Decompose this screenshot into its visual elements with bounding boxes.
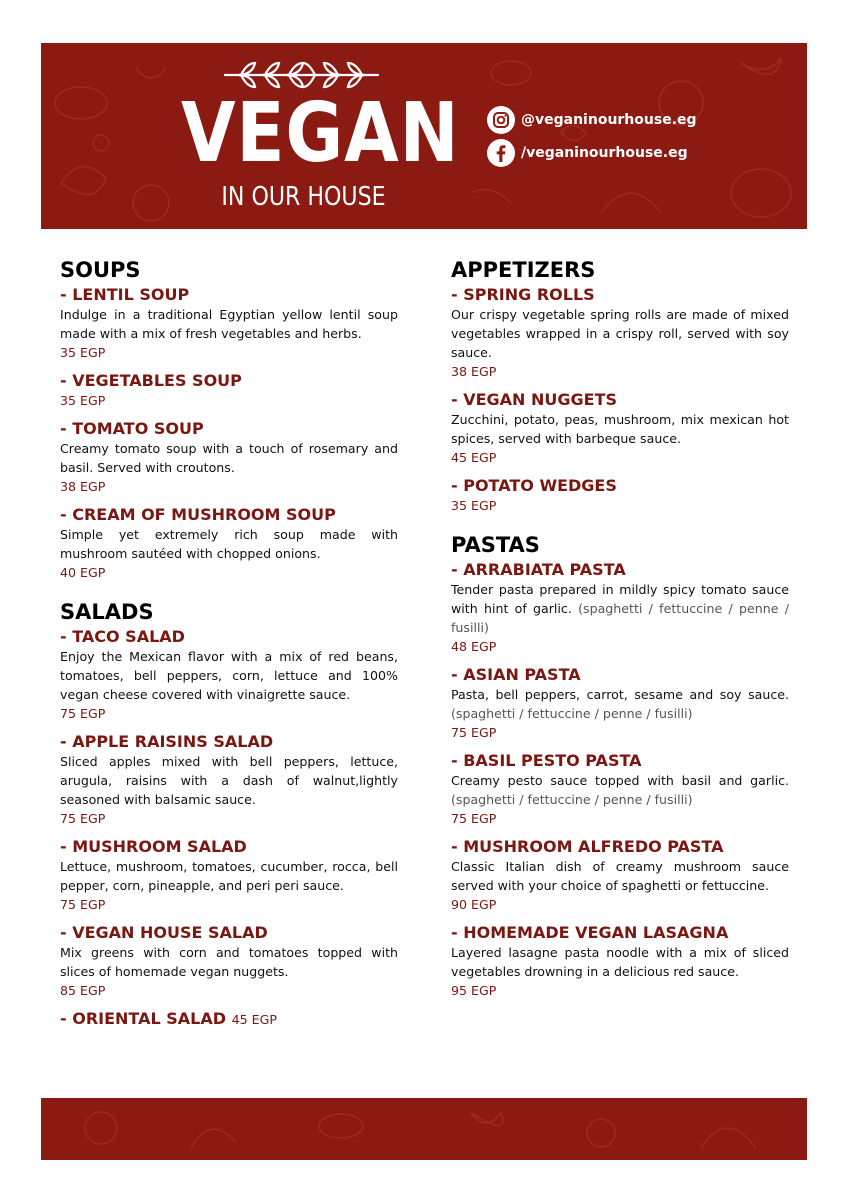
item-name: - ORIENTAL SALAD [60,1009,226,1028]
item-description [451,685,789,723]
menu-item [60,923,398,1000]
item-description: Indulge in a traditional Egyptian yellow lentil soup made with a mix of fresh vegetables and herbs. [60,307,398,341]
item-description: Enjoy the Mexican flavor with a mix of red beans, tomatoes, bell peppers, corn, lettuce and 100% vegan cheese covered with vinaigrette sauce. [60,649,398,702]
item-price: 45 EGP [231,1012,277,1027]
item-name: - VEGAN NUGGETS [451,390,618,409]
menu-item [451,285,789,381]
section-title-salads: SALADS [60,600,154,624]
item-description-text: Tender pasta prepared in mildly spicy tomato sauce with hint of garlic. [451,582,789,616]
item-description: Creamy tomato soup with a touch of rosemary and basil. Served with croutons. [60,441,398,475]
menu-column-left [60,257,398,1039]
item-price: 75 EGP [60,706,106,721]
item-description: Layered lasagne pasta noodle with a mix of sliced vegetables drowning in a delicious red sauce. [451,945,789,979]
item-price: 35 EGP [60,393,106,408]
item-name: - TACO SALAD [60,627,185,646]
item-price: 38 EGP [60,479,106,494]
item-description: Our crispy vegetable spring rolls are made of mixed vegetables wrapped in a crispy roll, served with soy sauce. [451,307,789,360]
item-description: Classic Italian dish of creamy mushroom sauce served with your choice of spaghetti or fettuccine. [451,859,789,893]
facebook-link[interactable] [487,139,688,167]
item-description: Mix greens with corn and tomatoes topped with slices of homemade vegan nuggets. [60,945,398,979]
menu-item [60,285,398,362]
menu-item [60,1009,398,1030]
item-description [451,771,789,809]
food-doodle-pattern [41,1098,807,1160]
facebook-handle: /veganinourhouse.eg [521,145,688,161]
item-name: - CREAM OF MUSHROOM SOUP [60,505,336,524]
section-title-pastas: PASTAS [451,533,540,557]
item-price: 35 EGP [60,345,106,360]
brand-logo-title: VEGAN [180,86,460,181]
item-price: 95 EGP [451,983,497,998]
item-description-text: Creamy pesto sauce topped with basil and garlic. [451,773,789,788]
item-name: - MUSHROOM ALFREDO PASTA [451,837,724,856]
menu-item [451,560,789,656]
menu-item [60,627,398,723]
menu-item [60,732,398,828]
item-name: - HOMEMADE VEGAN LASAGNA [451,923,729,942]
menu-item [451,837,789,914]
item-price: 38 EGP [451,364,497,379]
brand-logo-tagline: IN OUR HOUSE [221,182,386,212]
item-name: - ARRABIATA PASTA [451,560,626,579]
menu-item [60,371,398,410]
item-price: 45 EGP [451,450,497,465]
menu-item [451,751,789,828]
item-pasta-options: (spaghetti / fettuccine / penne / fusilli) [451,706,693,721]
menu-item [451,665,789,742]
item-description-text: Pasta, bell peppers, carrot, sesame and soy sauce. [451,687,789,702]
item-name: - ASIAN PASTA [451,665,581,684]
item-description [451,580,789,637]
item-name: - APPLE RAISINS SALAD [60,732,274,751]
item-description: Zucchini, potato, peas, mushroom, mix mexican hot spices, served with barbeque sauce. [451,412,789,446]
item-pasta-options: (spaghetti / fettuccine / penne / fusilli) [451,792,693,807]
item-price: 75 EGP [60,897,106,912]
item-price: 75 EGP [451,811,497,826]
menu-item [60,837,398,914]
item-price: 90 EGP [451,897,497,912]
menu-item [451,476,789,515]
instagram-handle: @veganinourhouse.eg [521,112,697,128]
instagram-icon [487,106,515,134]
footer-banner [41,1098,807,1160]
item-price: 85 EGP [60,983,106,998]
item-name: - POTATO WEDGES [451,476,617,495]
item-name: - VEGETABLES SOUP [60,371,242,390]
item-price: 40 EGP [60,565,106,580]
section-title-appetizers: APPETIZERS [451,258,596,282]
item-description: Lettuce, mushroom, tomatoes, cucumber, rocca, bell pepper, corn, pineapple, and peri peri sauce. [60,859,398,893]
menu-column-right [451,257,789,1009]
item-name: - MUSHROOM SALAD [60,837,247,856]
item-description: Sliced apples mixed with bell peppers, lettuce, arugula, raisins with a dash of walnut,lightly seasoned with balsamic sauce. [60,754,398,807]
item-name: - LENTIL SOUP [60,285,190,304]
item-price: 35 EGP [451,498,497,513]
menu-item [60,419,398,496]
item-price: 48 EGP [451,639,497,654]
menu-item [451,390,789,467]
instagram-link[interactable] [487,106,697,134]
facebook-icon [487,139,515,167]
item-name: - SPRING ROLLS [451,285,595,304]
item-pasta-options: (spaghetti / fettuccine / penne / fusilli) [451,601,789,635]
item-name: - TOMATO SOUP [60,419,204,438]
item-description: Simple yet extremely rich soup made with mushroom sautéed with chopped onions. [60,527,398,561]
item-price: 75 EGP [60,811,106,826]
menu-item [60,505,398,582]
item-name: - VEGAN HOUSE SALAD [60,923,268,942]
section-title-soups: SOUPS [60,258,141,282]
header-banner [41,43,807,229]
item-price: 75 EGP [451,725,497,740]
item-name: - BASIL PESTO PASTA [451,751,642,770]
menu-item [451,923,789,1000]
